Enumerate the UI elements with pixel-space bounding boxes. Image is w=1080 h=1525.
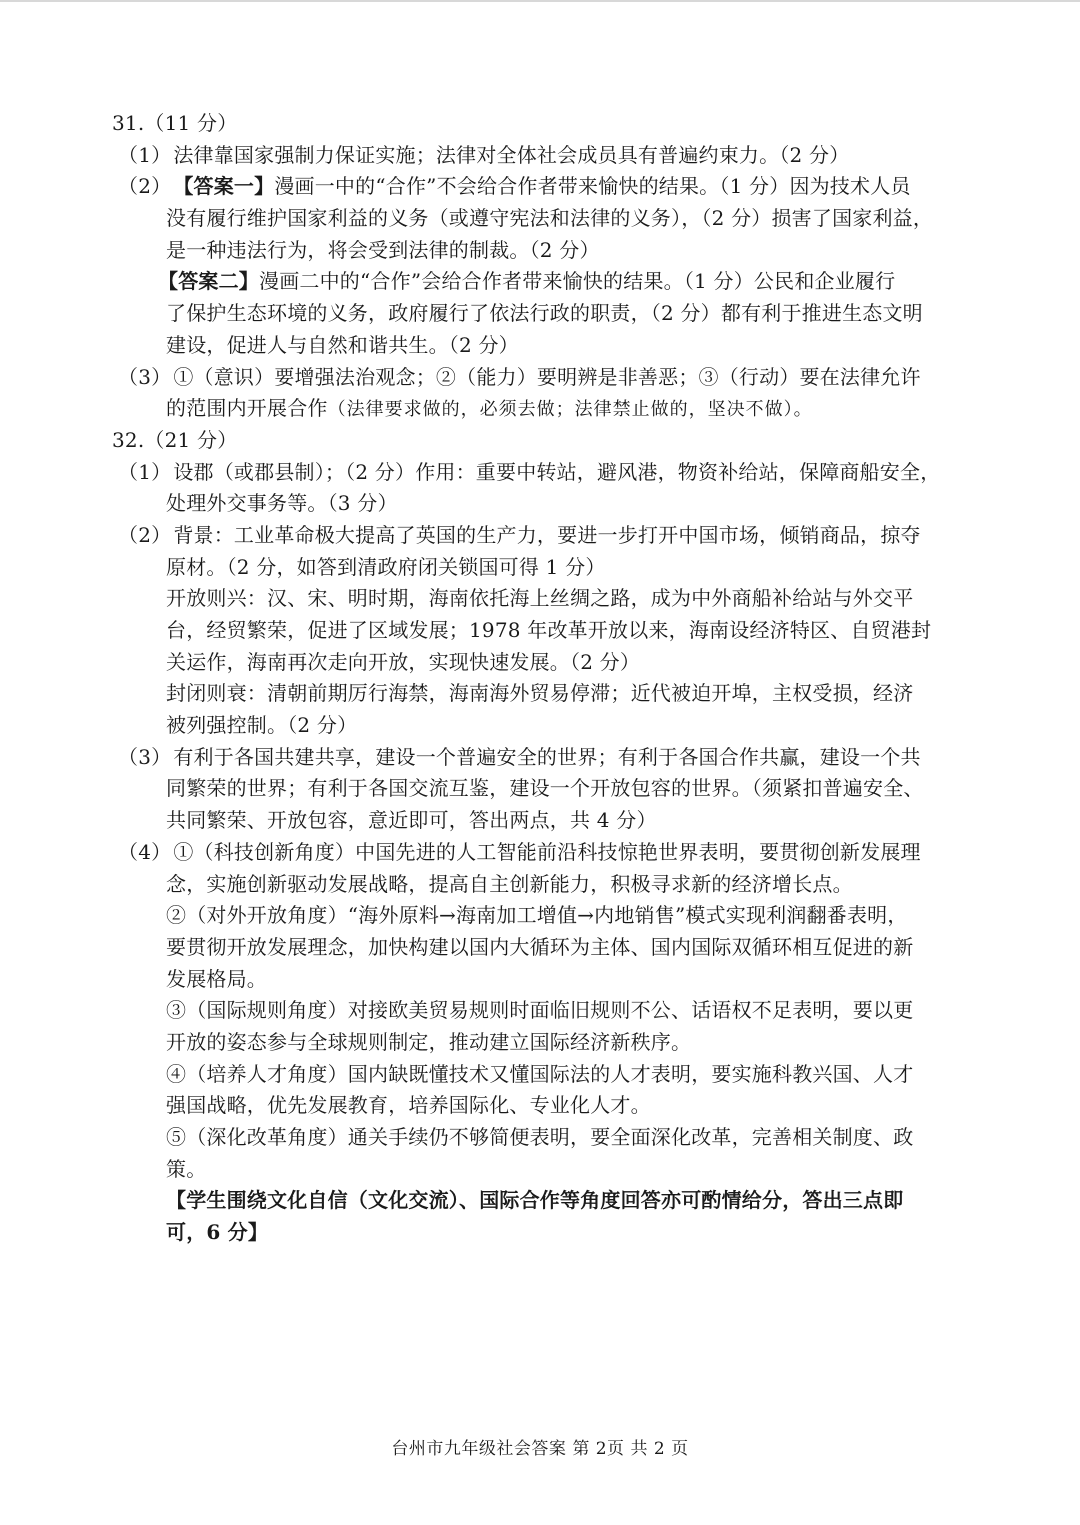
answer-two-label: 【答案二】 — [158, 269, 259, 294]
q32-part4-line10 — [0, 1122, 1080, 1154]
q32-part2-line6 — [0, 678, 1080, 710]
top-border — [0, 0, 1080, 2]
q32-part2-text-6: 封闭则衰：清朝前期厉行海禁，海南海外贸易停滞；近代被迫开埠，主权受损，经济 — [166, 681, 914, 706]
q32-part2-line5 — [0, 647, 1080, 679]
q32-part1-text: 设郡（或郡县制）；（2 分）作用：重要中转站，避风港，物资补给站，保障商船安全， — [173, 459, 941, 484]
q32-part4-text-11: 策。 — [166, 1156, 207, 1181]
q31-part2-line5 — [0, 298, 1080, 330]
q32-part1-line2 — [0, 488, 1080, 520]
q32-part4-text-9: 强国战略，优先发展教育，培养国际化、专业化人才。 — [166, 1093, 651, 1118]
q32-part1-number: （1） — [118, 459, 172, 484]
question-31-heading — [0, 108, 1080, 140]
q32-part4-text-8: ④（培养人才角度）国内缺既懂技术又懂国际法的人才表明，要实施科教兴国、人才 — [166, 1061, 914, 1086]
q32-part3-number: （3） — [118, 744, 172, 769]
q32-part4-text: ①（科技创新角度）中国先进的人工智能前沿科技惊艳世界表明，要贯彻创新发展理 — [173, 839, 921, 864]
q31-part3-number: （3） — [118, 364, 172, 389]
q32-part4-line9 — [0, 1090, 1080, 1122]
q32-part2-line4 — [0, 615, 1080, 647]
q32-part4-line8 — [0, 1059, 1080, 1091]
answer-two-text: 漫画二中的“合作”会给合作者带来愉快的结果。（1 分）公民和企业履行 — [259, 269, 896, 294]
q32-part3-text-2: 同繁荣的世界；有利于各国交流互鉴，建设一个开放包容的世界。（须紧扣普遍安全、 — [166, 776, 924, 801]
q32-part2-text: 背景：工业革命极大提高了英国的生产力，要进一步打开中国市场，倾销商品，掠夺 — [173, 522, 921, 547]
q32-part2-line2 — [0, 552, 1080, 584]
q31-part2-number: （2） — [118, 174, 172, 199]
q32-part4-text-5: 发展格局。 — [166, 966, 267, 991]
q32-part2-text-2: 原材。（2 分，如答到清政府闭关锁国可得 1 分） — [166, 554, 606, 579]
handwritten-note: （法律要求做的，必须去做；法律禁止做的，坚决不做）。 — [327, 399, 813, 421]
q31-part3-text-cont: 的范围内开展合作 — [166, 396, 328, 421]
q31-part1-number: （1） — [118, 142, 172, 167]
answer-two-text-cont: 了保护生态环境的义务，政府履行了依法行政的职责，（2 分）都有利于推进生态文明 — [166, 301, 923, 326]
q32-part2-text-4: 台，经贸繁荣，促进了区域发展；1978 年改革开放以来，海南设经济特区、自贸港封 — [166, 618, 932, 642]
q32-part4-text-4: 要贯彻开放发展理念，加快构建以国内大循环为主体、国内国际双循环相互促进的新 — [166, 934, 914, 959]
answer-one-text-end: 是一种违法行为，将会受到法律的制裁。（2 分） — [166, 237, 600, 262]
q32-part4-number: （4） — [118, 839, 172, 864]
q32-part2-text-7: 被列强控制。（2 分） — [166, 713, 358, 738]
q32-part2-line7 — [0, 710, 1080, 742]
q32-part2-text-3: 开放则兴：汉、宋、明时期，海南依托海上丝绸之路，成为中外商船补给站与外交平 — [166, 586, 914, 611]
q32-part2-line1 — [0, 520, 1080, 552]
q31-part2-line3 — [0, 235, 1080, 267]
q32-part3-line3 — [0, 805, 1080, 837]
q32-part3-text-3: 共同繁荣、开放包容，意近即可，答出两点，共 4 分） — [166, 808, 657, 833]
q32-part4-line3 — [0, 900, 1080, 932]
answer-two-text-end: 建设，促进人与自然和谐共生。（2 分） — [166, 332, 519, 357]
q32-part3-text: 有利于各国共建共享，建设一个普遍安全的世界；有利于各国合作共赢，建设一个共 — [173, 744, 921, 769]
grading-note-end: 可，6 分】 — [166, 1220, 269, 1245]
q32-part4-text-7: 开放的姿态参与全球规则制定，推动建立国际经济新秩序。 — [166, 1029, 692, 1054]
q31-part1-text: 法律靠国家强制力保证实施；法律对全体社会成员具有普遍约束力。（2 分） — [173, 142, 850, 167]
q32-part1-line1 — [0, 457, 1080, 489]
q32-part4-text-6: ③（国际规则角度）对接欧美贸易规则时面临旧规则不公、话语权不足表明，要以更 — [166, 998, 914, 1023]
footer-text: 台州市九年级社会答案 第 2页 共 2 页 — [391, 1439, 689, 1459]
answer-one-text-cont: 没有履行维护国家利益的义务（或遵守宪法和法律的义务），（2 分）损害了国家利益， — [166, 206, 934, 231]
q32-part2-line3 — [0, 583, 1080, 615]
q31-part3-line1 — [0, 362, 1080, 394]
q31-part2-line1 — [0, 171, 1080, 203]
q32-part2-number: （2） — [118, 522, 172, 547]
q31-part3-line2 — [0, 393, 1080, 425]
answer-one-label: 【答案一】 — [173, 174, 275, 199]
answer-one-text: 漫画一中的“合作”不会给合作者带来愉快的结果。（1 分）因为技术人员 — [274, 174, 911, 199]
q32-part4-line6 — [0, 995, 1080, 1027]
q31-part2-line4 — [0, 266, 1080, 298]
q32-part4-line12 — [0, 1185, 1080, 1217]
q31-part2-line2 — [0, 203, 1080, 235]
q32-part4-line2 — [0, 869, 1080, 901]
q32-part4-text-3: ②（对外开放角度）“海外原料→海南加工增值→内地销售”模式实现利润翻番表明， — [166, 903, 908, 928]
q32-part2-text-5: 关运作，海南再次走向开放，实现快速发展。（2 分） — [166, 649, 641, 674]
q32-part4-line13 — [0, 1217, 1080, 1249]
q31-part2-line6 — [0, 330, 1080, 362]
q32-part4-line7 — [0, 1027, 1080, 1059]
q31-part3-text: ①（意识）要增强法治观念；②（能力）要明辨是非善恶；③（行动）要在法律允许 — [173, 364, 921, 389]
q32-part4-text-2: 念，实施创新驱动发展战略，提高自主创新能力，积极寻求新的经济增长点。 — [166, 871, 853, 896]
grading-note: 【学生围绕文化自信（文化交流）、国际合作等角度回答亦可酌情给分，答出三点即 — [166, 1188, 904, 1213]
q32-part1-text-cont: 处理外交事务等。（3 分） — [166, 491, 398, 516]
q32-part4-line4 — [0, 932, 1080, 964]
q32-part4-text-10: ⑤（深化改革角度）通关手续仍不够简便表明，要全面深化改革，完善相关制度、政 — [166, 1125, 914, 1149]
q31-part1 — [0, 140, 1080, 172]
question-32-heading — [0, 425, 1080, 457]
answer-sheet-body — [0, 108, 1080, 1249]
question-31-title: 31.（11 分） — [112, 111, 238, 135]
q32-part3-line2 — [0, 773, 1080, 805]
q32-part4-line11 — [0, 1154, 1080, 1186]
q32-part3-line1 — [0, 742, 1080, 774]
question-32-title: 32.（21 分） — [112, 427, 238, 452]
q32-part4-line5 — [0, 964, 1080, 996]
page-footer — [0, 1434, 1080, 1459]
q32-part4-line1 — [0, 837, 1080, 869]
